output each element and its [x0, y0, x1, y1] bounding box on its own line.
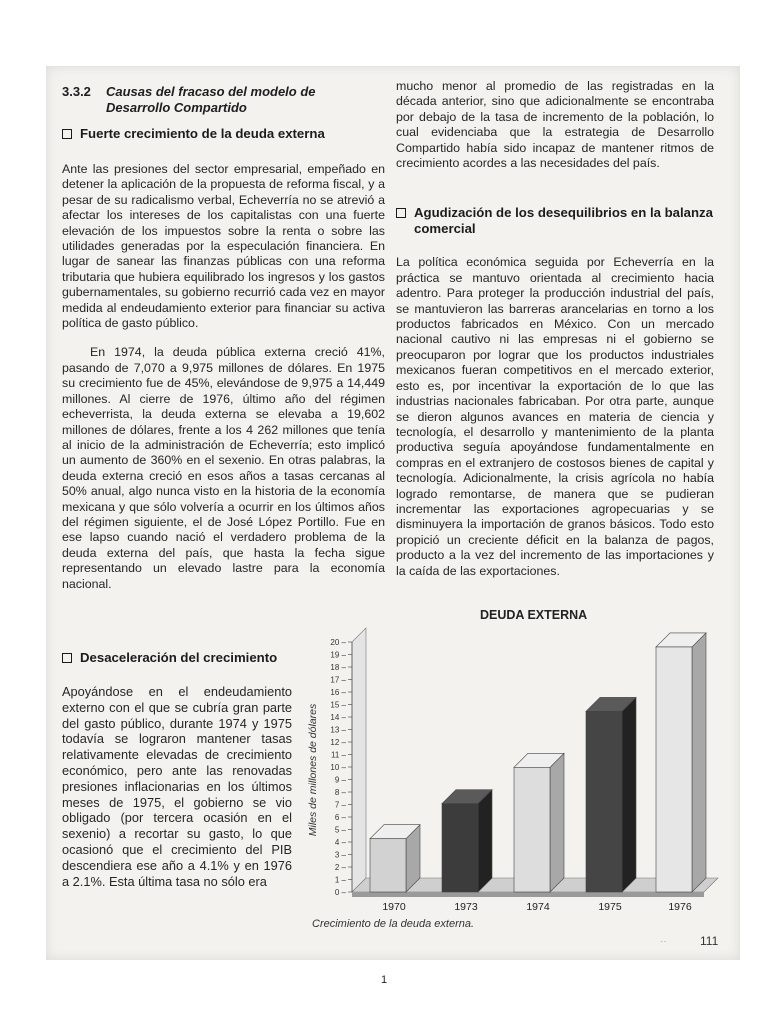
- y-tick-label: 5 –: [334, 825, 346, 835]
- heading-deuda-externa: [62, 126, 385, 142]
- y-tick-label: 14 –: [330, 713, 346, 722]
- y-tick-label: 13 –: [330, 725, 346, 735]
- y-tick-label: 3 –: [334, 850, 346, 860]
- y-tick-label: 18 –: [330, 663, 346, 672]
- y-tick-label: 16 –: [330, 688, 346, 697]
- y-tick-label: 1 –: [334, 875, 346, 885]
- y-tick-label: 2 –: [334, 863, 346, 872]
- y-tick-label: 7 –: [334, 800, 346, 810]
- section-title: Causas del fracaso del modelo de Desarrollo Compartido: [106, 84, 316, 115]
- y-tick-label: 12 –: [330, 738, 346, 747]
- paragraph: En 1974, la deuda pública externa creció 41%, pasando de 7,070 a 9,975 millones de dólares. En 1975 su crecimiento fue de 45%, elevándose de 9,975 a 14,449 millones. Al cierre de 1976, último año del régimen echeverrista, la deuda externa se elevaba a 19,602 millones de dólares, frente a los 4 262 millones que tenía al inicio de la administración de Echeverría; esto implicó un aumento de 360% en el sexenio. En otras palabras, la deuda externa creció en esos años a tasas cercanas al 50% anual, algo nunca visto en la historia de la economía mexicana y que sólo volvería a ocurrir en los últimos años del régimen siguiente, el de José López Portillo. Fue en ese lapso cuando nació el verdadero problema de la deuda externa del país, que hasta la fecha sigue representando un elevado lastre para la economía nacional.: [62, 345, 385, 591]
- heading-balanza-comercial: [396, 205, 714, 237]
- y-tick-label: 15 –: [330, 700, 346, 710]
- paragraph: Apoyándose en el endeudamiento externo con el que se cubría gran parte del gasto público, durante 1974 y 1975 todavía se lograron mantener tasas relativamente elevadas de crecimiento económico, pero ante las renovadas presiones inflacionarias en los últimos meses de 1975, el gobierno se vio obligado (por tercera ocasión en el sexenio) a recortar su gasto, lo que ocasionó que el crecimiento del PIB descendiera ese año a 4.1% y en 1976 a 2.1%. Esta última tasa no sólo era: [62, 684, 292, 889]
- heading-text: Fuerte crecimiento de la deuda externa: [80, 126, 325, 141]
- y-tick-label: 17 –: [330, 675, 346, 685]
- y-tick-label: 4 –: [334, 838, 346, 847]
- checkbox-bullet-icon: [62, 653, 72, 663]
- heading-text: Agudización de los desequilibrios en la balanza comercial: [414, 205, 713, 237]
- y-tick-label: 6 –: [334, 813, 346, 822]
- page-number: 111: [700, 934, 719, 948]
- checkbox-bullet-icon: [62, 129, 72, 139]
- x-tick-label: 1975: [598, 901, 622, 913]
- x-tick-label: 1973: [454, 901, 478, 913]
- y-axis-label: Miles de millones de dólares: [307, 703, 319, 837]
- paragraph: mucho menor al promedio de las registradas en la década anterior, sino que adicionalmente se encontraba por debajo de la tasa de incremento de la población, lo cual evidenciaba que la estrategia de Desarrollo Compartido había sido incapaz de mantener ritmos de crecimiento acordes a las necesidades del país.: [396, 79, 714, 171]
- chart-caption: Crecimiento de la deuda externa.: [312, 918, 475, 930]
- y-tick-label: 20 –: [330, 638, 346, 647]
- section-number: 3.3.2: [62, 84, 91, 99]
- section-heading: [62, 84, 382, 116]
- y-tick-label: 0 –: [334, 888, 346, 897]
- y-tick-label: 8 –: [334, 788, 346, 797]
- footer-page-number: 1: [380, 974, 388, 986]
- chart-title: DEUDA EXTERNA: [480, 608, 588, 622]
- y-tick-label: 19 –: [330, 650, 346, 660]
- x-tick-label: 1976: [668, 901, 692, 913]
- checkbox-bullet-icon: [396, 208, 406, 218]
- x-tick-label: 1974: [526, 901, 550, 913]
- left-column-bottom: [62, 650, 292, 889]
- left-column-top: [62, 126, 385, 592]
- heading-desaceleracion: [62, 650, 292, 666]
- y-tick-label: 9 –: [334, 775, 346, 785]
- paragraph: La política económica seguida por Echeverría en la práctica se mantuvo orientada al crecimiento hacia adentro. Para proteger la producción industrial del país, se mantuvieron las barreras arancelarias en torno a los productos fabricados en México. Con un mercado nacional cautivo ni las empresas ni el gobierno se preocuparon por lograr que los productos industriales mexicanos fueran competitivos en el mercado exterior, esto es, por incentivar la exportación de lo que las industrias nacionales fabricaban. Por otra parte, aunque se dieron algunos avances en materia de ciencia y tecnología, el desarrollo y mantenimiento de la planta productiva seguía apoyándose fundamentalmente en compras en el extranjero de costosos bienes de capital y tecnología. Adicionalmente, la crisis agrícola no había logrado remontarse, de manera que se pudieran incrementar las exportaciones agropecuarias y se disminuyera la importación de granos básicos. Todo esto propició un creciente déficit en la balanza de pagos, producto a la vez del incremento de las importaciones y la caída de las exportaciones.: [396, 255, 714, 578]
- heading-text: Desaceleración del crecimiento: [80, 650, 278, 665]
- page-marker: ‥: [660, 934, 669, 945]
- x-tick-label: 1970: [382, 901, 406, 913]
- y-tick-label: 11 –: [331, 750, 346, 760]
- right-column: [396, 79, 714, 579]
- paragraph: Ante las presiones del sector empresarial, empeñado en detener la aplicación de la propuesta de reforma fiscal, y a pesar de su radicalismo verbal, Echeverría no se atrevió a afectar los intereses de los capitalistas con una fuerte elevación de los impuestos sobre la renta o sobre las utilidades generadas por la especulación financiera. En lugar de sanear las finanzas públicas con una reforma tributaria que hubiera equilibrado los ingresos y los gastos gubernamentales, su gobierno recurrió cada vez en mayor medida al endeudamiento exterior para financiar su activa política de gasto público.: [62, 162, 385, 331]
- y-tick-label: 10 –: [330, 763, 346, 772]
